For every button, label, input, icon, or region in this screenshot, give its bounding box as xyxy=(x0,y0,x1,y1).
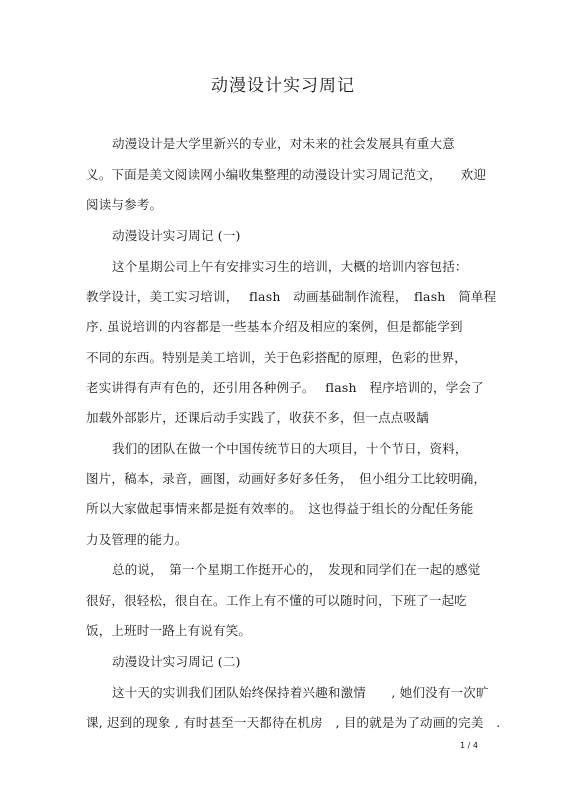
paragraph-line: 加载外部影片，还课后动手实践了，收获不多，但一点点吸龋 xyxy=(86,410,429,425)
paragraph-line: 老实讲得有声有色的，还引用各种例子。 flash 程序培训的，学会了 xyxy=(86,380,484,395)
paragraph-line: 我们的团队在做一个中国传统节日的大项目，十个节日，资料， xyxy=(112,441,468,456)
paragraph-line: 动漫设计是大学里新兴的专业，对未来的社会发展具有重大意 xyxy=(112,136,455,151)
page-number: 1 / 4 xyxy=(460,741,478,750)
paragraph-line: 课, 迟到的现象 , 有时甚至一天都待在机房 , 目的就是为了动画的完美 . xyxy=(86,715,501,730)
paragraph-line: 很好，很轻松，很自在。工作上有不懂的可以随时问，下班了一起吃 xyxy=(86,593,468,608)
paragraph-line: 力及管理的能力。 xyxy=(86,532,188,547)
paragraph-line: 义。下面是美文阅读网小编收集整理的动漫设计实习周记范文， 欢迎 xyxy=(86,167,487,182)
paragraph-line: 所以大家做起事情来都是挺有效率的。 这也得益于组长的分配任务能 xyxy=(86,501,474,516)
paragraph-line: 这个星期公司上午有安排实习生的培训，大概的培训内容包括： xyxy=(112,259,468,274)
paragraph-line: 总的说， 第一个星期工作挺开心的， 发现和同学们在一起的感觉 xyxy=(112,562,481,577)
paragraph-line: 饭，上班时一路上有说有笑。 xyxy=(86,623,252,638)
section-heading: 动漫设计实习周记 (一) xyxy=(112,228,241,243)
paragraph-line: 图片，稿本，录音，画图，动画好多好多任务， 但小组分工比较明确， xyxy=(86,471,487,486)
paragraph-line: 这十天的实训我们团队始终保持着兴趣和激情 , 她们没有一次旷 xyxy=(112,685,489,700)
paragraph-line: 不同的东西。特别是美工培训，关于色彩搭配的原理，色彩的世界， xyxy=(86,350,468,365)
page-title: 动漫设计实习周记 xyxy=(211,76,355,96)
section-heading: 动漫设计实习周记 (二) xyxy=(112,654,241,669)
paragraph-line: 阅读与参考。 xyxy=(86,197,163,212)
paragraph-line: 教学设计，美工实习培训， flash 动画基础制作流程， flash 简单程 xyxy=(86,289,497,304)
paragraph-line: 序. 虽说培训的内容都是一些基本介绍及相应的案例，但是都能学到 xyxy=(86,319,463,334)
